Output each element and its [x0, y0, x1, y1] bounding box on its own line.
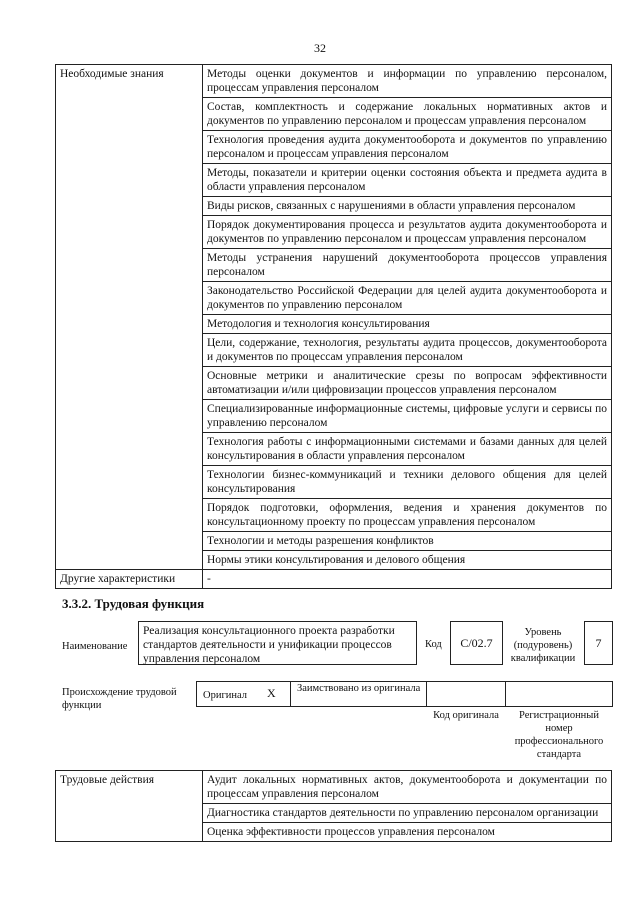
knowledge-item: Методы, показатели и критерии оценки состояния объекта и предмета аудита в области управления персоналом [203, 164, 612, 197]
knowledge-item: Специализированные информационные системы, цифровые услуги и сервисы по управлению персоналом [203, 400, 612, 433]
code-label: Код [425, 639, 442, 650]
code-caption: Код оригинала [433, 710, 499, 721]
borrowed-label: Заимствовано из оригинала [297, 683, 421, 694]
level-label: Уровень (подуровень) квалификации [510, 627, 576, 664]
action-item: Аудит локальных нормативных актов, документооборота и документации по процессам управления персоналом [203, 771, 612, 804]
original-cell [196, 681, 291, 707]
actions-header: Трудовые действия [56, 771, 203, 842]
knowledge-item: Порядок документирования процесса и результатов аудита документооборота и документов по управлению персоналом и процессам управления персоналом [203, 216, 612, 249]
reg-number-cell [505, 681, 613, 707]
original-label: Оригинал [203, 690, 247, 701]
knowledge-item: Технология работы с информационными системами и базами данных для целей консультирования в области управления персоналом [203, 433, 612, 466]
origin-label: Происхождение трудовой функции [62, 687, 177, 711]
knowledge-item: Виды рисков, связанных с нарушениями в области управления персоналом [203, 197, 612, 216]
function-name-box [138, 621, 417, 665]
action-row [56, 771, 612, 804]
knowledge-item: Законодательство Российской Федерации для целей аудита документооборота и документов по управлению персоналом [203, 282, 612, 315]
page-number: 32 [314, 41, 326, 55]
knowledge-item: Технологии и методы разрешения конфликтов [203, 532, 612, 551]
function-code-box [450, 621, 503, 665]
actions-table [55, 770, 612, 842]
knowledge-item: Методы устранения нарушений документооборота процессов управления персоналом [203, 249, 612, 282]
borrowed-cell [290, 681, 427, 707]
knowledge-item: Методы оценки документов и информации по управлению персоналом, процессам управления персоналом [203, 65, 612, 98]
knowledge-item: Порядок подготовки, оформления, ведения и хранения документов по консультационному проекту по процессам управления персоналом [203, 499, 612, 532]
level-value: 7 [595, 635, 602, 650]
function-code: C/02.7 [460, 635, 493, 650]
original-code-cell [426, 681, 506, 707]
original-mark: Х [267, 686, 276, 700]
other-value: - [203, 570, 612, 589]
other-row [56, 570, 612, 589]
other-header: Другие характеристики [56, 570, 203, 589]
knowledge-item: Методология и технология консультирования [203, 315, 612, 334]
section-title: 3.3.2. Трудовая функция [62, 596, 205, 611]
knowledge-table [55, 64, 612, 589]
knowledge-item: Технология проведения аудита документооборота и документов по управлению персоналом и процессам управления персоналом [203, 131, 612, 164]
name-label: Наименование [62, 641, 128, 652]
knowledge-header: Необходимые знания [56, 65, 203, 570]
knowledge-item: Основные метрики и аналитические срезы по вопросам эффективности автоматизации и/или цифровизации процессов управления персоналом [203, 367, 612, 400]
knowledge-row [56, 65, 612, 98]
knowledge-item: Цели, содержание, технология, результаты аудита процессов, документооборота и документов по процессам управления персоналом [203, 334, 612, 367]
knowledge-item: Технологии бизнес-коммуникаций и техники делового общения для целей консультирования [203, 466, 612, 499]
action-item: Диагностика стандартов деятельности по управлению персоналом организации [203, 804, 612, 823]
knowledge-item: Нормы этики консультирования и делового общения [203, 551, 612, 570]
action-item: Оценка эффективности процессов управления персоналом [203, 823, 612, 842]
reg-caption: Регистрационный номер профессионального стандарта [514, 710, 604, 760]
knowledge-item: Состав, комплектность и содержание локальных нормативных актов и документов по управлению персоналом и процессам управления персоналом [203, 98, 612, 131]
function-name: Реализация консультационного проекта разработки стандартов деятельности и унификации процессов управления персоналом [143, 625, 395, 665]
level-box [584, 621, 613, 665]
